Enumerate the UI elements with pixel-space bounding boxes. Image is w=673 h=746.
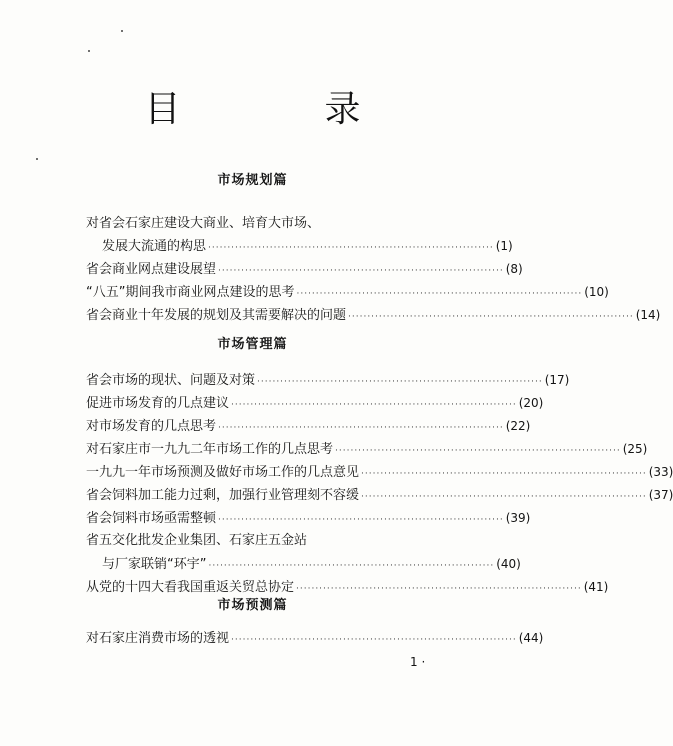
toc-entry-page: (41)	[583, 580, 609, 594]
toc-entry[interactable]	[102, 236, 513, 256]
toc-entry[interactable]	[86, 393, 544, 413]
toc-entry-title: 对市场发育的几点思考	[86, 419, 217, 434]
dot-leader: ··········································································	[296, 584, 582, 594]
toc-entry-title: 与厂家联销“环宇”	[102, 557, 207, 572]
toc-entry-page: (33)	[648, 465, 673, 479]
dot-leader: ··········································································	[208, 243, 494, 253]
dot-leader: ··········································································	[361, 469, 647, 479]
dot-leader: ··········································································	[218, 266, 504, 276]
toc-entry-title: 对石家庄市一九九二年市场工作的几点思考	[86, 442, 334, 457]
toc-entry-page: (44)	[518, 631, 544, 645]
toc-entry-title: 省会商业网点建设展望	[86, 262, 217, 277]
toc-entry[interactable]	[86, 577, 609, 597]
toc-entry-page: (22)	[505, 419, 531, 433]
dot-leader: ··········································································	[257, 377, 543, 387]
scan-speck	[121, 30, 123, 32]
toc-entry-title: 对石家庄消费市场的透视	[86, 631, 230, 646]
section-heading-management: 市场管理篇	[217, 337, 288, 352]
toc-entry[interactable]	[86, 462, 673, 482]
toc-entry-title: 省会市场的现状、问题及对策	[86, 373, 256, 388]
scan-speck	[88, 50, 90, 52]
toc-entry[interactable]	[86, 259, 523, 279]
dot-leader: ··········································································	[218, 515, 504, 525]
dot-leader: ··········································································	[208, 561, 495, 571]
toc-entry-title: 促进市场发育的几点建议	[86, 396, 230, 411]
toc-entry[interactable]	[86, 282, 609, 302]
scan-speck	[36, 158, 38, 160]
toc-entry[interactable]	[86, 531, 458, 551]
toc-entry-page: (40)	[496, 557, 521, 571]
dot-leader: ··········································································	[361, 492, 647, 502]
toc-entry-title: 从党的十四大看我国重返关贸总协定	[86, 580, 295, 595]
toc-entry[interactable]	[86, 508, 531, 528]
toc-entry-page: (25)	[622, 442, 648, 456]
toc-entry-title: 省会饲料加工能力过剩，加强行业管理刻不容缓	[86, 488, 360, 503]
toc-entry[interactable]	[86, 370, 570, 390]
section-heading-planning: 市场规划篇	[217, 173, 288, 188]
toc-entry-page: (20)	[518, 396, 544, 410]
toc-entry-title: 一九九一年市场预测及做好市场工作的几点意见	[86, 465, 360, 480]
toc-entry[interactable]	[86, 439, 648, 459]
toc-entry-title: 省会饲料市场亟需整顿	[86, 511, 217, 526]
page-title: 目 录	[144, 89, 415, 130]
toc-entry-title: 省会商业十年发展的规划及其需要解决的问题	[86, 308, 347, 323]
toc-entry[interactable]	[86, 416, 531, 436]
toc-entry-page: (10)	[584, 285, 609, 299]
toc-entry-page: (17)	[544, 373, 570, 387]
dot-leader: ··········································································	[335, 446, 621, 456]
toc-entry-title: 发展大流通的构思	[102, 239, 207, 254]
toc-entry-title: “八五”期间我市商业网点建设的思考	[86, 285, 295, 300]
page-folio: 1 ·	[410, 655, 426, 669]
toc-entry[interactable]	[86, 305, 661, 325]
toc-entry[interactable]	[86, 628, 544, 648]
toc-entry-title: 省五交化批发企业集团、石家庄五金站	[86, 533, 308, 548]
section-heading-forecast: 市场预测篇	[217, 598, 288, 613]
toc-entry[interactable]	[86, 485, 673, 505]
toc-entry-page: (14)	[635, 308, 661, 322]
toc-entry-page: (37)	[648, 488, 673, 502]
toc-entry[interactable]	[86, 214, 458, 234]
toc-entry-page: (8)	[505, 262, 523, 276]
dot-leader: ··········································································	[218, 423, 504, 433]
toc-entry[interactable]	[102, 554, 521, 574]
dot-leader: ··········································································	[348, 312, 634, 322]
dot-leader: ··········································································	[231, 635, 517, 645]
toc-entry-page: (39)	[505, 511, 531, 525]
toc-entry-page: (1)	[495, 239, 513, 253]
dot-leader: ··········································································	[231, 400, 517, 410]
toc-entry-title: 对省会石家庄建设大商业、培育大市场、	[86, 216, 321, 231]
dot-leader: ··········································································	[296, 289, 583, 299]
